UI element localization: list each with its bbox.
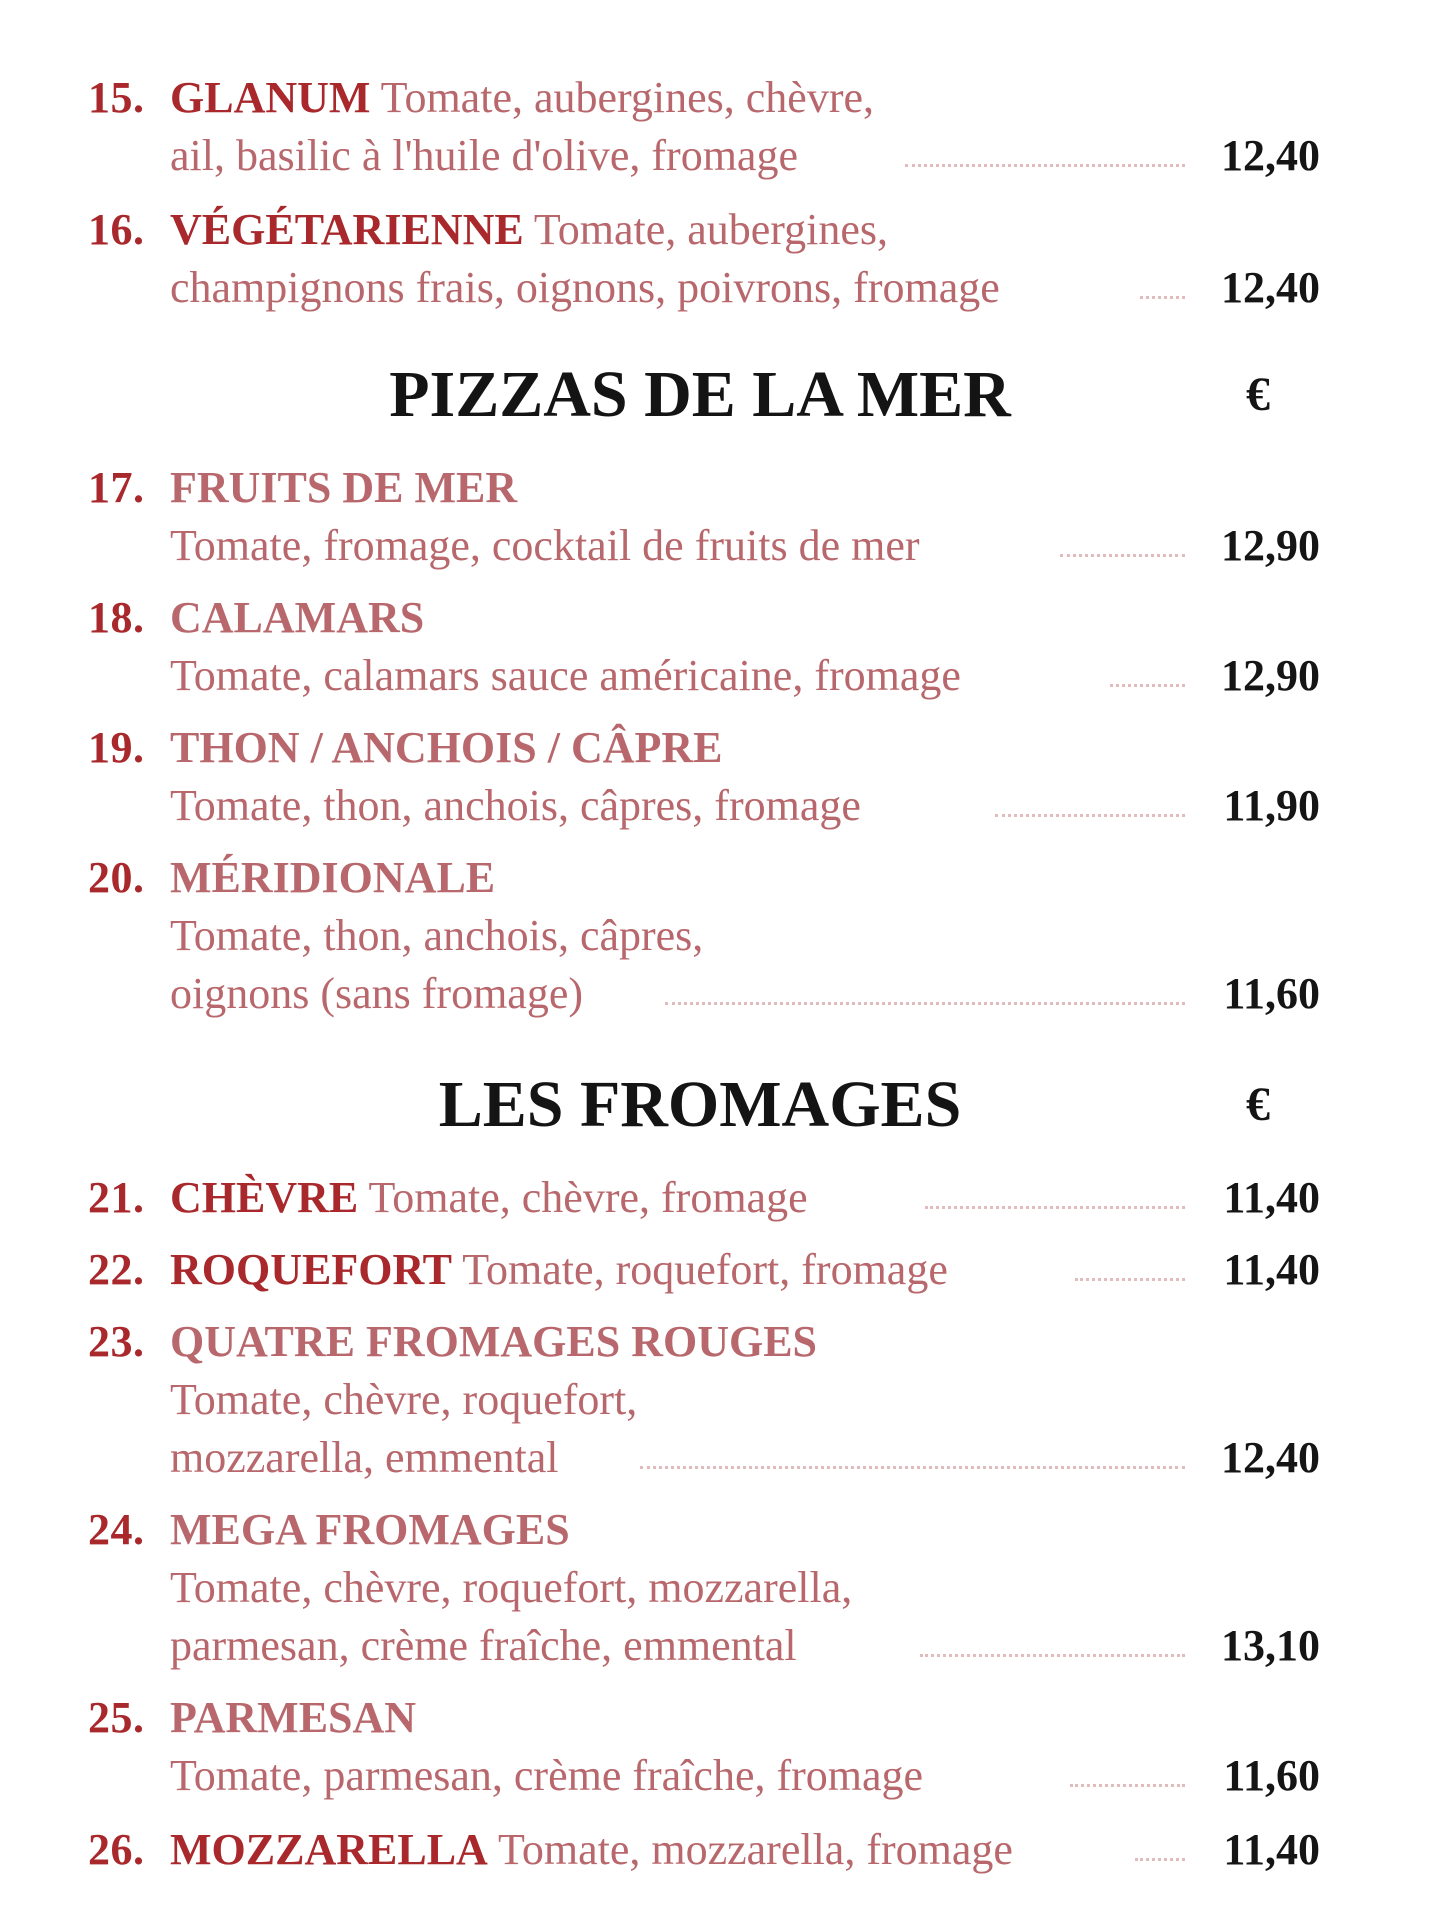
- item-ingredients: Tomate, calamars sauce américaine, fromage: [170, 651, 961, 700]
- item-ingredients: Tomate, aubergines, chèvre,: [380, 73, 875, 122]
- item-name: QUATRE FROMAGES ROUGES: [170, 1317, 818, 1366]
- currency-symbol: €: [1246, 368, 1270, 421]
- dot-leader: [665, 1002, 1185, 1005]
- item-name: VÉGÉTARIENNE: [170, 205, 524, 254]
- dot-leader: [995, 814, 1185, 817]
- dot-leader: [640, 1466, 1185, 1469]
- dot-leader: [1135, 1858, 1185, 1861]
- item-name: ROQUEFORT: [170, 1245, 453, 1294]
- item-ingredients: ail, basilic à l'huile d'olive, fromage: [170, 131, 798, 180]
- item-ingredients: oignons (sans fromage): [170, 969, 584, 1018]
- item-price: 12,90: [1221, 521, 1320, 570]
- item-number: 21.: [88, 1173, 145, 1222]
- dot-leader: [1140, 296, 1185, 299]
- item-name: PARMESAN: [170, 1693, 417, 1742]
- item-number: 18.: [88, 593, 145, 642]
- item-price: 12,90: [1221, 651, 1320, 700]
- item-ingredients: Tomate, parmesan, crème fraîche, fromage: [170, 1751, 924, 1800]
- item-price: 12,40: [1221, 263, 1320, 312]
- item-ingredients: Tomate, mozzarella, fromage: [498, 1825, 1013, 1874]
- item-price: 11,60: [1223, 969, 1320, 1018]
- item-ingredients: parmesan, crème fraîche, emmental: [170, 1621, 797, 1670]
- section-header: [0, 1060, 1440, 1150]
- item-name: THON / ANCHOIS / CÂPRE: [170, 723, 723, 772]
- item-number: 19.: [88, 723, 145, 772]
- item-name: GLANUM: [170, 73, 371, 122]
- item-number: 23.: [88, 1317, 145, 1366]
- item-name: MEGA FROMAGES: [170, 1505, 570, 1554]
- item-name: CHÈVRE: [170, 1173, 359, 1222]
- dot-leader: [925, 1206, 1185, 1209]
- item-name: CALAMARS: [170, 593, 425, 642]
- item-ingredients: Tomate, chèvre, fromage: [368, 1173, 808, 1222]
- item-number: 24.: [88, 1505, 145, 1554]
- item-name: FRUITS DE MER: [170, 463, 518, 512]
- item-price: 11,40: [1223, 1173, 1320, 1222]
- item-number: 15.: [88, 73, 145, 122]
- dot-leader: [1060, 554, 1185, 557]
- section-title: PIZZAS DE LA MER: [389, 358, 1011, 431]
- item-ingredients: champignons frais, oignons, poivrons, fromage: [170, 263, 1000, 312]
- item-price: 12,40: [1221, 1433, 1320, 1482]
- item-number: 26.: [88, 1825, 145, 1874]
- item-price: 11,40: [1223, 1825, 1320, 1874]
- item-ingredients: Tomate, chèvre, roquefort, mozzarella,: [170, 1563, 853, 1612]
- currency-symbol: €: [1246, 1078, 1270, 1131]
- dot-leader: [1070, 1784, 1185, 1787]
- item-number: 16.: [88, 205, 145, 254]
- item-price: 11,40: [1223, 1245, 1320, 1294]
- item-number: 17.: [88, 463, 145, 512]
- section-title: LES FROMAGES: [438, 1068, 962, 1141]
- dot-leader: [1075, 1278, 1185, 1281]
- dot-leader: [920, 1654, 1185, 1657]
- item-price: 11,90: [1223, 781, 1320, 830]
- section-header: [0, 350, 1440, 440]
- item-ingredients: mozzarella, emmental: [170, 1433, 559, 1482]
- item-ingredients: Tomate, roquefort, fromage: [462, 1245, 948, 1294]
- dot-leader: [905, 164, 1185, 167]
- item-number: 20.: [88, 853, 145, 902]
- dot-leader: [1110, 684, 1185, 687]
- item-ingredients: Tomate, thon, anchois, câpres, fromage: [170, 781, 861, 830]
- item-ingredients: Tomate, fromage, cocktail de fruits de mer: [170, 521, 920, 570]
- item-price: 13,10: [1221, 1621, 1320, 1670]
- item-number: 25.: [88, 1693, 145, 1742]
- item-name: MÉRIDIONALE: [170, 853, 496, 902]
- item-name: MOZZARELLA: [170, 1825, 488, 1874]
- item-ingredients: Tomate, aubergines,: [533, 205, 889, 254]
- item-ingredients: Tomate, chèvre, roquefort,: [170, 1375, 638, 1424]
- item-price: 12,40: [1221, 131, 1320, 180]
- item-ingredients: Tomate, thon, anchois, câpres,: [170, 911, 704, 960]
- item-price: 11,60: [1223, 1751, 1320, 1800]
- item-number: 22.: [88, 1245, 145, 1294]
